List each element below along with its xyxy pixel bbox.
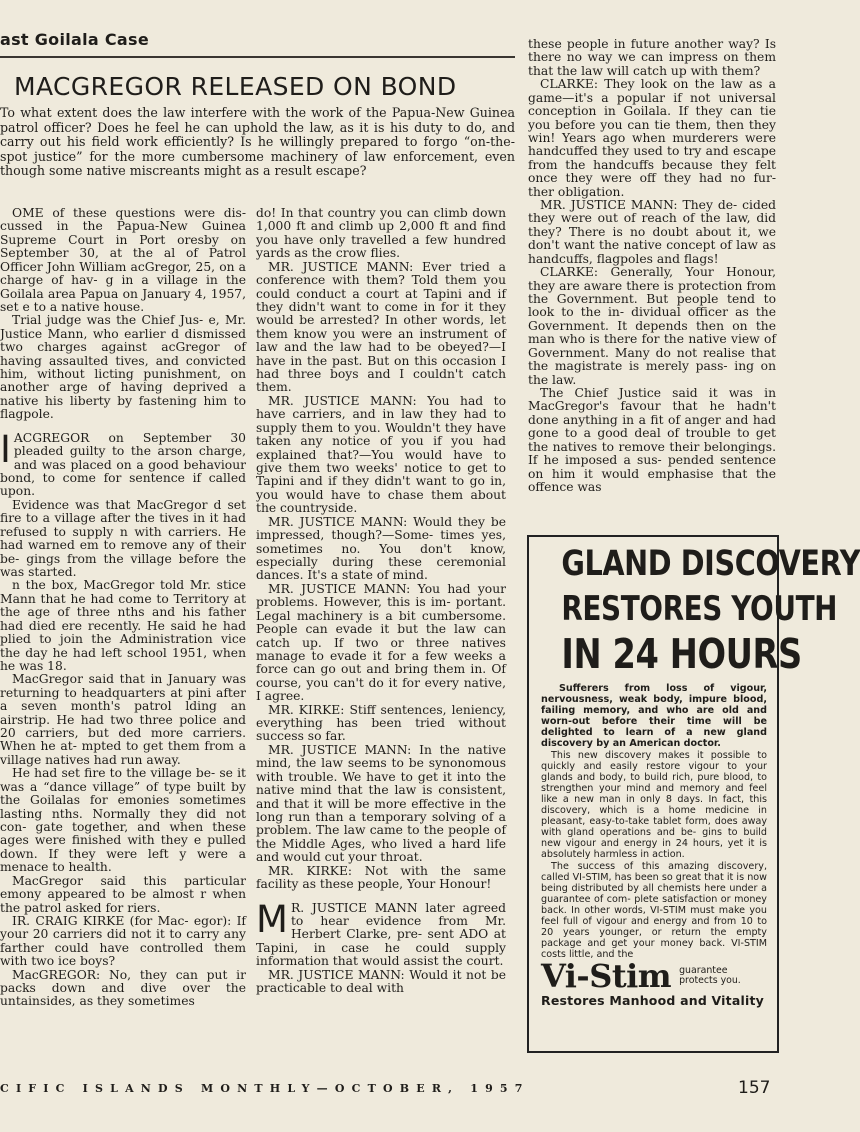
ad-brand-row [541,957,767,996]
head-rule [0,56,515,58]
paragraph: CLARKE: Generally, Your Honour, they are aware there is protection from the Government. But people tend to look to the in- dividual officer as the Government. It depends then on the man who is there for the native view of Government. Many do not realise that the magistrate is merely pass- ing on the law. [528,265,776,387]
ad-body [541,683,767,960]
paragraph: Evidence was that MacGregor d set fire to a village after the tives in it had refused to supply n with carriers. He had warned em to remove any of their be- gings from the village before the was started. [0,497,246,579]
paragraph: MR. JUSTICE MANN: Would they be impressed, though?—Some- times yes, sometimes no. You don't know, especially during these ceremonial dances. It's a state of mind. [256,514,506,583]
ad-paragraph: The success of this amazing discovery, called VI-STIM, has been so great that it is now being distributed by all chemists here under a guarantee of com- plete satisfaction or money back. In other words, VI-STIM must make you feel full of vigour and energy and from 10 to 20 years younger, or return the empty package and get your money back. VI-STIM costs little, and the [541,860,767,961]
paragraph-text: ACGREGOR on September 30 pleaded guilty to the arson charge, and was placed on a good behaviour bond, to come for sentence if called upon. [0,430,246,499]
column-2 [256,207,506,995]
vi-stim-advertisement [527,535,860,1053]
paragraph: n the box, MacGregor told Mr. stice Mann that he had come to Territory at the age of three nths and his father had died ere recently. He said he had plied to join the Administration vice the day he had left school 1951, when he was 18. [0,578,246,673]
paragraph: The Chief Justice said it was in MacGregor's favour that he hadn't done anything in a fit of anger and had gone to a good deal of trouble to get the natives to remove their belongings. If he imposed a sus- pended sentence on him it would emphasise that the offence was [528,385,776,494]
ad-paragraph: Sufferers from loss of vigour, nervousness, weak body, impure blood, failing memory, and who are old and worn-out before their time will be delighted to learn of a new gland discovery by an American doctor. [541,683,767,750]
paragraph: MR. JUSTICE MANN: You had to have carriers, and in law they had to supply them to you. Wouldn't they have taken any notice of you if you had explained that?—You would have to give them two weeks' notice to get to Tapini and if they didn't want to go in, you would have to chase them about the countryside. [256,393,506,516]
drop-cap: M [256,897,288,941]
paragraph: MR. KIRKE: Not with the same facility as these people, Your Honour! [256,863,506,892]
paragraph: MR. JUSTICE MANN: They de- cided they were out of reach of the law, did they? There is no doubt about it, we don't want the native concept of law as handcuffs, flagpoles and flags! [528,198,776,266]
ad-paragraph: This new discovery makes it possible to quickly and easily restore vigour to your glands and body, to build rich, pure blood, to strengthen your mind and memory and feel like a new man in only 8 days. In fact, this discovery, which is a home medicine in pleasant, easy-to-take tablet form, does away with gland operations and be- gins to build new vigour and energy in 24 hours, yet it is absolutely harmless in action. [541,749,767,861]
paragraph: He had set fire to the village be- se it was a “dance village” of type built by the Goilalas for emonies sometimes lasting nths. Normally they did not con- gate together, and when these ages were finished with they e pulled down. If they were left y were a menace to health. [0,766,246,875]
paragraph: MacGregor said that in January was returning to headquarters at pini after a seven month's patrol lding an airstrip. He had two three police and 20 carriers, but ded more carriers. When he at- mpted to get them from a village natives had run away. [0,672,246,767]
paragraph: IR. CRAIG KIRKE (for Mac- egor): If your 20 carriers did not it to carry any farther could have controlled them with two ice boys? [0,913,246,969]
ad-slogan: Restores Manhood and Vitality [541,993,764,1009]
paragraph: these people in future another way? Is there no way we can impress on them that the law will catch up with them? [528,37,776,78]
paragraph: OME of these questions were dis- cussed in the Papua-New Guinea Supreme Court in Port oresby on September 30, at the al of Patrol Officer John William acGregor, 25, on a charge of hav- g in a village in the Goilala area Papua on January 4, 1957, set e to a native house. [0,206,246,314]
paragraph: MR. JUSTICE MANN: Would it not be practicable to deal with [256,967,506,996]
article-headline: MACGREGOR RELEASED ON BOND [14,72,457,101]
paragraph-text: R. JUSTICE MANN later agreed to hear evidence from Mr. Herbert Clarke, pre- sent ADO at Tapini, in case he could supply information that would assist the court. [256,900,506,969]
paragraph: MR. KIRKE: Stiff sentences, leniency, everything has been tried without success so far. [256,702,506,744]
paragraph: MR. JUSTICE MANN: In the native mind, the law seems to be synonomous with trouble. We have to get it into the native mind that the law is consistent, and that it will be more effective in the long run than a temporary solving of a problem. The law came to the people of the Middle Ages, who lived a hard life and would cut your throat. [256,742,506,865]
ad-guarantee-note: guarantee protects you. [679,965,741,987]
ad-headline-1: GLAND DISCOVERY [561,544,860,584]
vi-stim-logo: Vi-Stim [541,957,672,996]
column-1 [0,207,246,1009]
paragraph: MR. JUSTICE MANN: You had your problems. However, this is im- portant. Legal machinery is a bit cumbersome. People can evade it but the law can catch up. If two or three natives manage to evade it for a few weeks a force can go out and bring them in. Of course, you can't do it for every native, I agree. [256,581,506,704]
paragraph-dropcap [256,897,506,969]
page-number: 157 [738,1078,771,1098]
drop-cap: I [0,427,11,471]
column-3 [528,38,776,494]
article-standfirst: To what extent does the law interfere with the work of the Papua-New Guinea patrol officer? Does he feel he can uphold the law, as it is his duty to do, and carry out his field work efficiently? Is he willingly prepared to forgo “on-the-spot justice” for the more cumbersome machinery of law enforcement, even though some native miscreants might as a result escape? [0,105,515,179]
footer-publication: CIFIC ISLANDS MONTHLY—OCTOBER, 1957 [0,1082,530,1095]
paragraph: CLARKE: They look on the law as a game—it's a popular if not universal conception in Goilala. If they can tie you before you can tie them, then they win! Years ago when murderers were handcuffed they used to try and escape from the handcuffs because they felt once they were off they had no fur- ther obligation. [528,77,776,199]
paragraph: MacGREGOR: No, they can put ir packs down and dive over the untainsides, as they sometimes [0,967,246,1009]
paragraph-dropcap [0,427,246,499]
ad-headline-2: RESTORES YOUTH [561,589,838,629]
paragraph: do! In that country you can climb down 1,000 ft and climb up 2,000 ft and find you have only travelled a few hundred yards as the crow flies. [256,206,506,261]
paragraph: Trial judge was the Chief Jus- e, Mr. Justice Mann, who earlier d dismissed two charges against acGregor of having assaulted tives, and convicted him, without licting punishment, on another arge of having deprived a native his liberty by fastening him to flagpole. [0,313,246,422]
paragraph: MacGregor said this particular emony appeared to be almost r when the patrol asked for riers. [0,873,246,915]
ad-headline-3: IN 24 HOURS [561,630,802,678]
paragraph: MR. JUSTICE MANN: Ever tried a conference with them? Told them you could conduct a court at Tapini and if they didn't want to come in for it they would be arrested? In other words, let them know you were an instrument of law and the law had to be obeyed?—I have in the past. But on this occasion I had three boys and I couldn't catch them. [256,259,506,395]
running-head: ast Goilala Case [0,30,149,49]
